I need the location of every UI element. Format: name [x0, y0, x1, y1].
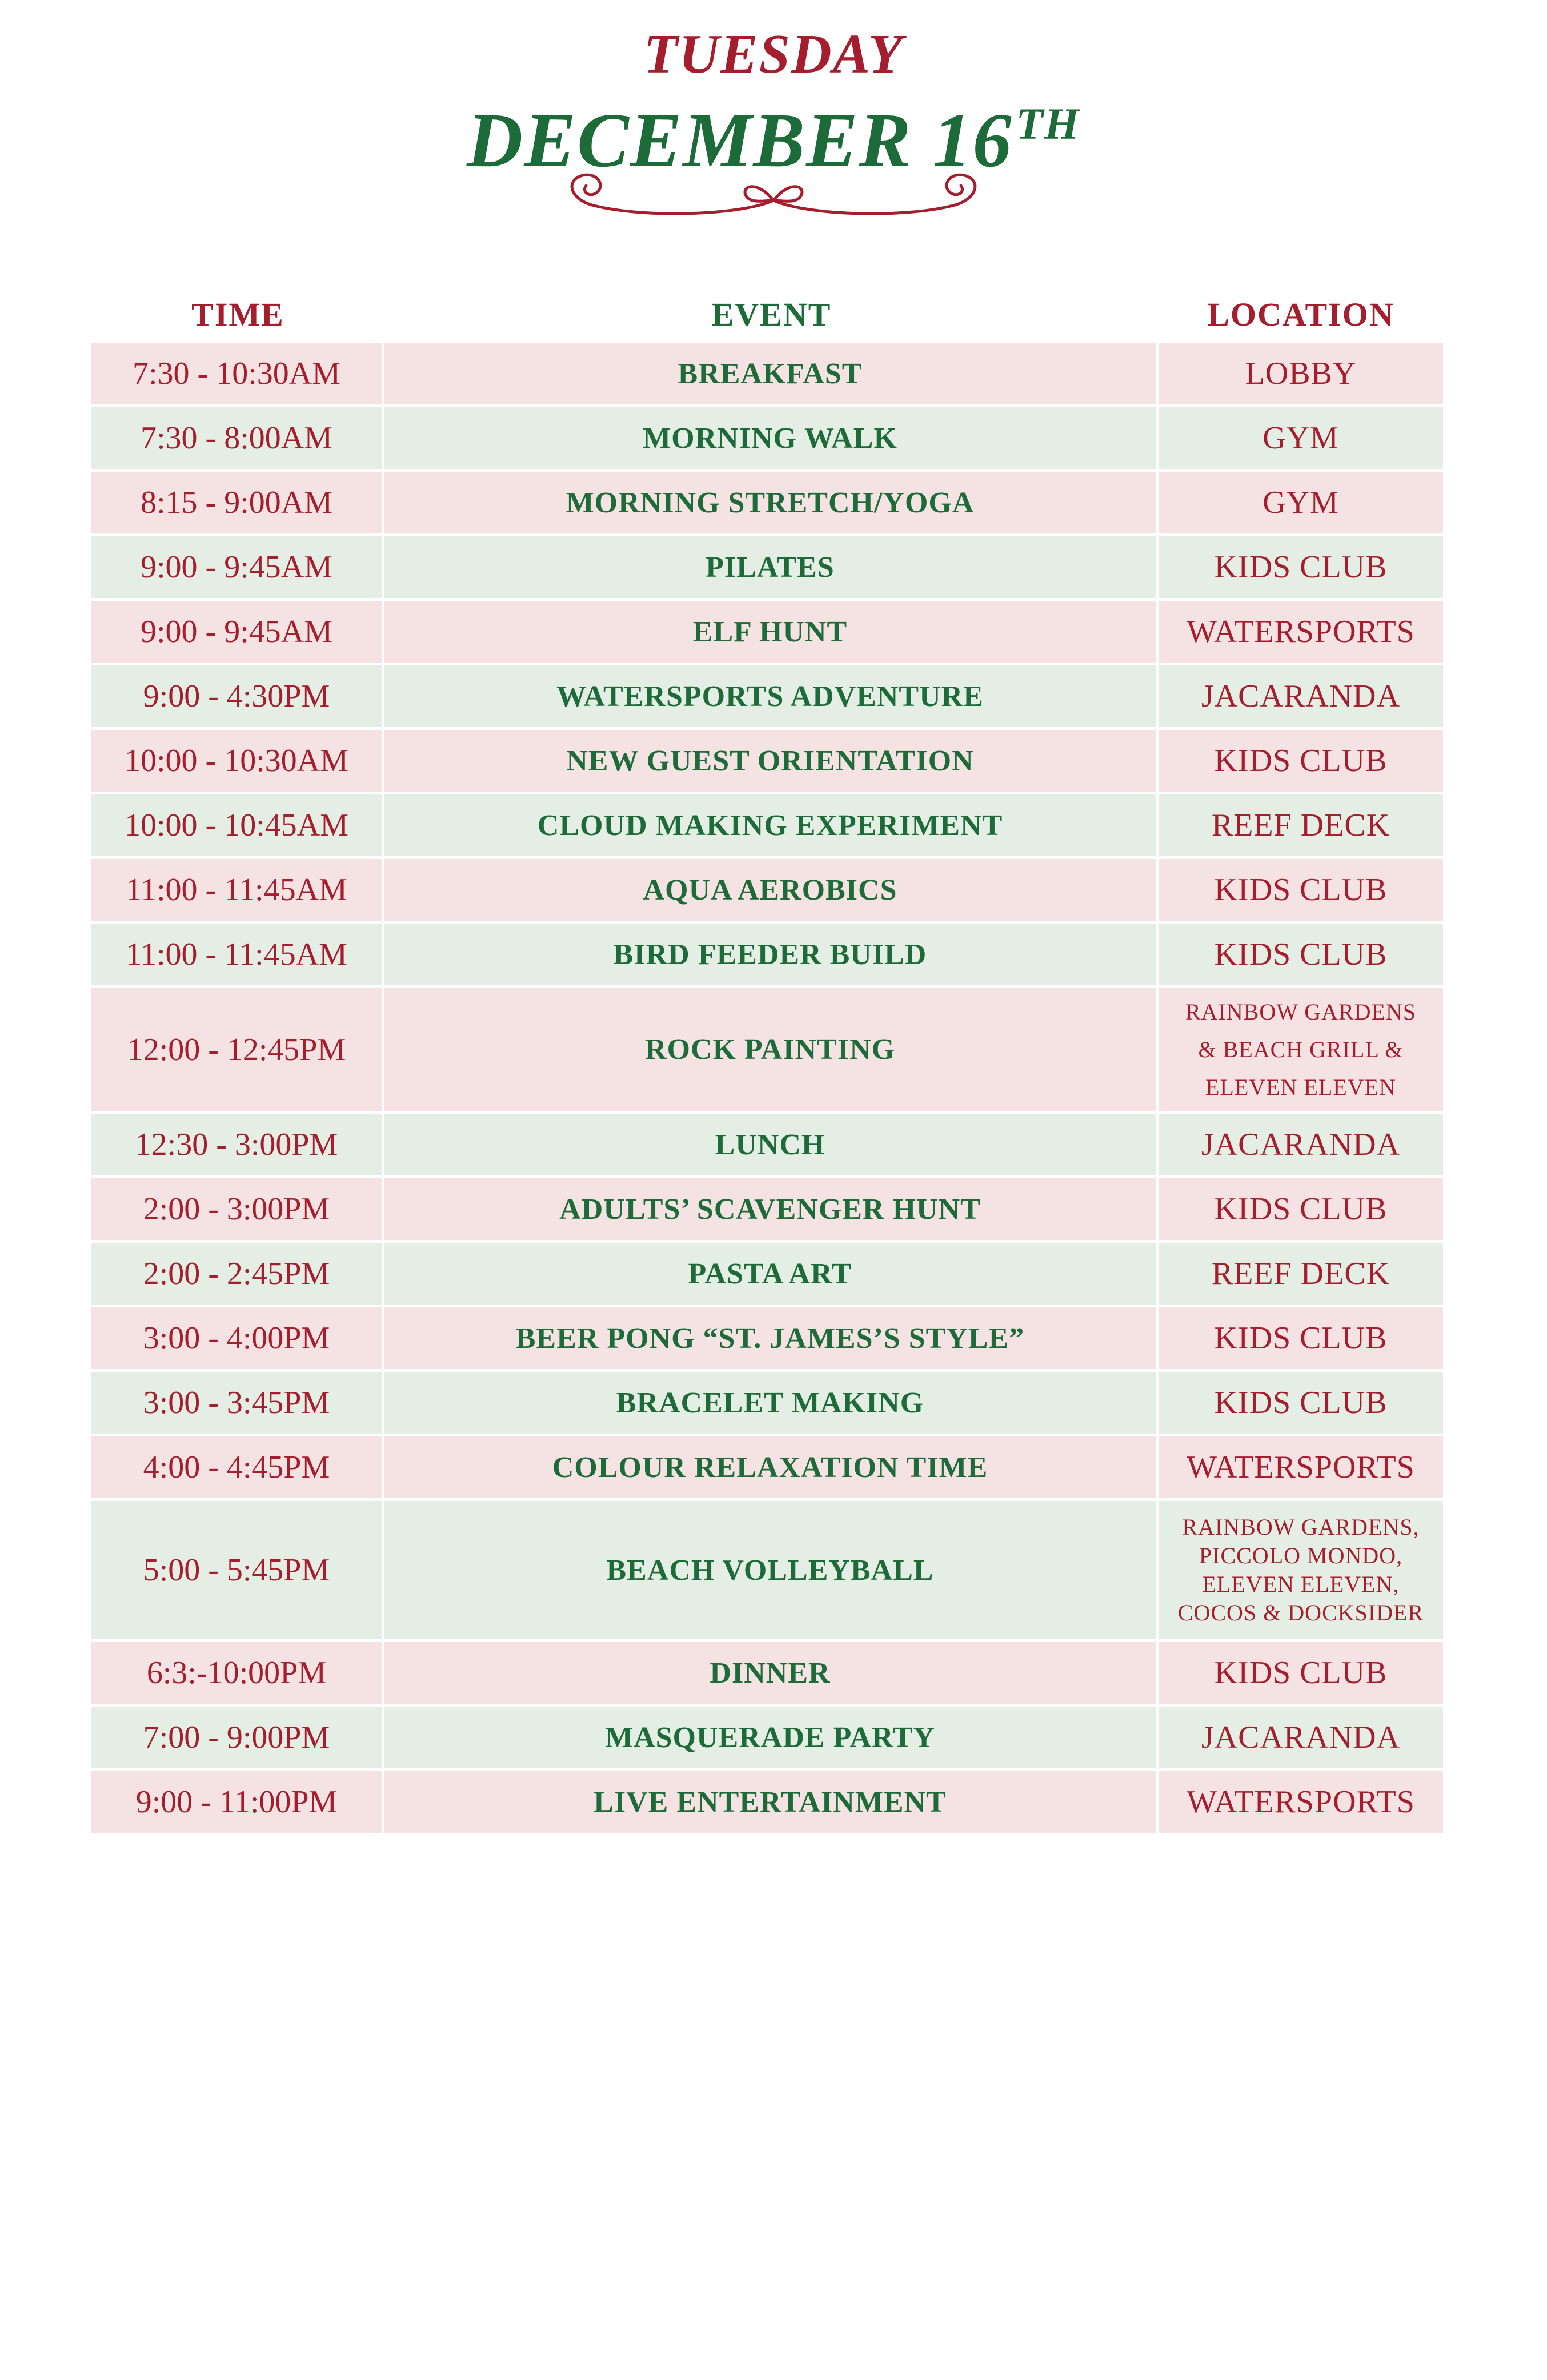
table-row — [91, 1243, 1443, 1307]
table-row — [91, 1114, 1443, 1178]
cell-time: 7:30 - 10:30AM — [91, 343, 384, 404]
table-row — [91, 601, 1443, 665]
table-row — [91, 1501, 1443, 1642]
cell-event: MASQUERADE PARTY — [384, 1707, 1159, 1768]
cell-event: AQUA AEROBICS — [384, 859, 1159, 921]
table-row — [91, 1178, 1443, 1243]
cell-time: 12:00 - 12:45PM — [91, 988, 384, 1111]
cell-location: KIDS CLUB — [1214, 937, 1388, 972]
cell-location: KIDS CLUB — [1214, 743, 1388, 778]
cell-event: LUNCH — [384, 1114, 1159, 1175]
date-text: DECEMBER 16 — [467, 98, 1013, 183]
cell-location: KIDS CLUB — [1214, 549, 1388, 585]
table-row — [91, 1707, 1443, 1771]
cell-time: 9:00 - 9:45AM — [91, 601, 384, 663]
cell-time: 3:00 - 4:00PM — [91, 1307, 384, 1369]
cell-location: GYM — [1263, 485, 1339, 520]
table-row — [91, 988, 1443, 1114]
cell-time: 9:00 - 4:30PM — [91, 665, 384, 727]
cell-location: KIDS CLUB — [1214, 1385, 1388, 1420]
cell-location: WATERSPORTS — [1187, 614, 1415, 649]
cell-location: KIDS CLUB — [1214, 1321, 1388, 1356]
cell-time: 3:00 - 3:45PM — [91, 1372, 384, 1434]
column-header-event: EVENT — [711, 295, 832, 333]
cell-event: ROCK PAINTING — [384, 988, 1159, 1111]
cell-event: BRACELET MAKING — [384, 1372, 1159, 1434]
cell-location: JACARANDA — [1201, 1127, 1401, 1162]
cell-event: COLOUR RELAXATION TIME — [384, 1436, 1159, 1498]
cell-event: MORNING STRETCH/YOGA — [384, 472, 1159, 533]
cell-event: PASTA ART — [384, 1243, 1159, 1305]
cell-event: ELF HUNT — [384, 601, 1159, 663]
cell-location: JACARANDA — [1201, 679, 1401, 714]
table-row — [91, 730, 1443, 794]
table-row — [91, 1642, 1443, 1707]
cell-event: BREAKFAST — [384, 343, 1159, 404]
column-header-location: LOCATION — [1207, 295, 1394, 333]
cell-time: 9:00 - 11:00PM — [91, 1771, 384, 1833]
table-row — [91, 924, 1443, 988]
cell-location: LOBBY — [1245, 356, 1357, 391]
cell-event: WATERSPORTS ADVENTURE — [384, 665, 1159, 727]
table-row — [91, 665, 1443, 730]
cell-location: WATERSPORTS — [1187, 1784, 1415, 1820]
cell-time: 5:00 - 5:45PM — [91, 1501, 384, 1639]
cell-time: 7:30 - 8:00AM — [91, 407, 384, 469]
table-row — [91, 472, 1443, 536]
table-row — [91, 536, 1443, 601]
cell-time: 6:3:-10:00PM — [91, 1642, 384, 1704]
cell-location: REEF DECK — [1211, 808, 1390, 843]
day-title: TUESDAY — [643, 23, 904, 85]
cell-event: BEER PONG “ST. JAMES’S STYLE” — [384, 1307, 1159, 1369]
cell-location: RAINBOW GARDENS, PICCOLO MONDO, ELEVEN ELEVEN, COCOS & DOCKSIDER — [1177, 1514, 1424, 1626]
cell-location: JACARANDA — [1201, 1720, 1401, 1755]
table-header — [91, 286, 1443, 343]
table-row — [91, 407, 1443, 472]
cell-time: 11:00 - 11:45AM — [91, 859, 384, 921]
table-row — [91, 859, 1443, 924]
cell-location: GYM — [1263, 420, 1339, 456]
ornament-flourish-icon — [558, 163, 989, 231]
cell-event: MORNING WALK — [384, 407, 1159, 469]
table-row — [91, 343, 1443, 407]
cell-time: 10:00 - 10:30AM — [91, 730, 384, 792]
column-header-time: TIME — [191, 295, 284, 333]
cell-event: DINNER — [384, 1642, 1159, 1704]
cell-event: PILATES — [384, 536, 1159, 598]
cell-time: 9:00 - 9:45AM — [91, 536, 384, 598]
cell-event: NEW GUEST ORIENTATION — [384, 730, 1159, 792]
cell-time: 2:00 - 3:00PM — [91, 1178, 384, 1240]
table-row — [91, 794, 1443, 859]
cell-time: 4:00 - 4:45PM — [91, 1436, 384, 1498]
table-body — [91, 343, 1443, 1836]
page-header — [0, 23, 1547, 183]
cell-location: KIDS CLUB — [1214, 1191, 1388, 1227]
table-row — [91, 1307, 1443, 1372]
cell-location: KIDS CLUB — [1214, 872, 1388, 908]
schedule-table — [91, 286, 1443, 1836]
cell-location: RAINBOW GARDENS & BEACH GRILL & ELEVEN ELEVEN — [1185, 998, 1417, 1100]
cell-time: 7:00 - 9:00PM — [91, 1707, 384, 1768]
date-suffix: TH — [1016, 99, 1080, 149]
table-row — [91, 1372, 1443, 1436]
cell-event: LIVE ENTERTAINMENT — [384, 1771, 1159, 1833]
cell-time: 10:00 - 10:45AM — [91, 794, 384, 856]
cell-event: BIRD FEEDER BUILD — [384, 924, 1159, 985]
cell-event: CLOUD MAKING EXPERIMENT — [384, 794, 1159, 856]
table-row — [91, 1771, 1443, 1836]
cell-time: 2:00 - 2:45PM — [91, 1243, 384, 1305]
cell-time: 12:30 - 3:00PM — [91, 1114, 384, 1175]
cell-location: REEF DECK — [1211, 1256, 1390, 1291]
table-row — [91, 1436, 1443, 1501]
cell-event: BEACH VOLLEYBALL — [384, 1501, 1159, 1639]
cell-event: ADULTS’ SCAVENGER HUNT — [384, 1178, 1159, 1240]
cell-time: 8:15 - 9:00AM — [91, 472, 384, 533]
cell-location: WATERSPORTS — [1187, 1450, 1415, 1485]
cell-location: KIDS CLUB — [1214, 1655, 1388, 1691]
cell-time: 11:00 - 11:45AM — [91, 924, 384, 985]
